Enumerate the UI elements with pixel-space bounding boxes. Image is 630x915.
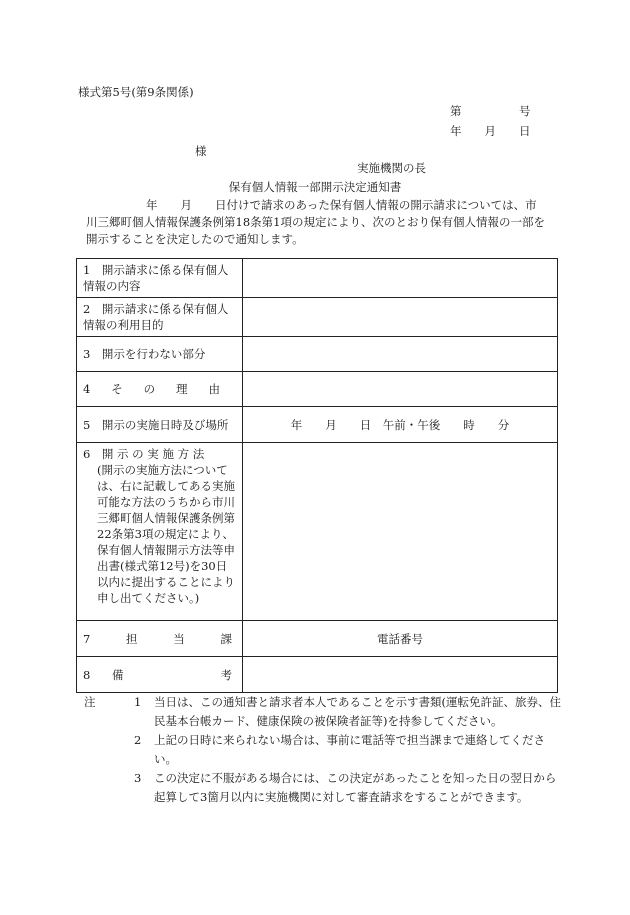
row5-label: 5 開示の実施日時及び場所 [77,407,243,443]
row8-char: 備 [112,667,124,682]
row4-label [77,372,243,407]
table-row [77,657,558,693]
row8-label [77,657,243,693]
row7-label [77,621,243,657]
form-number: 様式第5号(第9条関係) [78,85,194,99]
row6-text: (開示の実施方法については、右に記載してある実施可能な方法のうちから市川三郷町個人情報保護条例第22条第3項の規定により、保有個人情報開示方法等申出書(様式第12号)を30日以内に提出することにより申し出てください。) [97,463,235,605]
row3-value [243,337,558,372]
row5-value: 年 月 日 午前・午後 時 分 [243,407,558,443]
intro-line-3: 開示することを決定したので通知します。 [86,232,304,246]
row7-number: 7 [83,631,91,646]
row8-number: 8 [83,667,91,682]
row2-value [243,298,558,337]
note-item [84,769,564,807]
row7-char: 当 [173,631,185,646]
note-number: 1 [134,695,142,709]
intro-line-2: 川三郷町個人情報保護条例第18条第1項の規定により、次のとおり保有個人情報の一部を [86,215,545,229]
row4-value [243,372,558,407]
notes-label: 注 [84,695,96,709]
table-row [77,621,558,657]
row1-label: 1 開示請求に係る保有個人情報の内容 [77,259,243,298]
row6-title: 6 開 示 の 実 施 方 法 [83,447,205,461]
addressee-suffix: 様 [195,144,207,158]
document-date-line: 年 月 日 [450,124,531,138]
table-row [77,443,558,621]
notice-table [76,258,558,693]
row7-value: 電話番号 [243,621,558,657]
note-number: 3 [134,771,142,785]
document-title: 保有個人情報一部開示決定通知書 [228,180,402,194]
row4-number: 4 [83,382,91,396]
row4-char: 理 [176,382,188,396]
row1-value [243,259,558,298]
intro-line-1: 年 月 日付けで請求のあった保有個人情報の開示請求については、市 [146,198,537,212]
row6-value [243,443,558,621]
table-row [77,337,558,372]
note-text: 上記の日時に来られない場合は、事前に電話等で担当課まで連絡してください。 [154,733,545,766]
row8-value [243,657,558,693]
table-row [77,407,558,443]
intro-paragraph [86,197,561,248]
row2-label: 2 開示請求に係る保有個人情報の利用目的 [77,298,243,337]
issuer: 実施機関の長 [357,161,426,175]
row4-char: そ [111,382,123,396]
row6-label [77,443,243,621]
notes [84,693,564,807]
table-row [77,372,558,407]
note-item [84,731,564,769]
row4-char: の [143,382,156,396]
note-text: この決定に不服がある場合には、この決定があったことを知った日の翌日から起算して3箇月以内に実施機関に対して審査請求をすることができます。 [154,771,557,804]
note-item [84,693,564,731]
row7-char: 担 [126,631,138,646]
row8-char: 考 [220,667,232,682]
row4-char: 由 [208,382,220,396]
note-text: 当日は、この通知書と請求者本人であることを示す書類(運転免許証、旅券、住民基本台帳カード、健康保険の被保険者証等)を持参してください。 [154,695,561,728]
row7-char: 課 [220,631,232,646]
table-row [77,259,558,298]
row3-label: 3 開示を行わない部分 [77,337,243,372]
document-number-line: 第 号 [450,104,531,118]
table-row [77,298,558,337]
note-number: 2 [134,733,142,747]
